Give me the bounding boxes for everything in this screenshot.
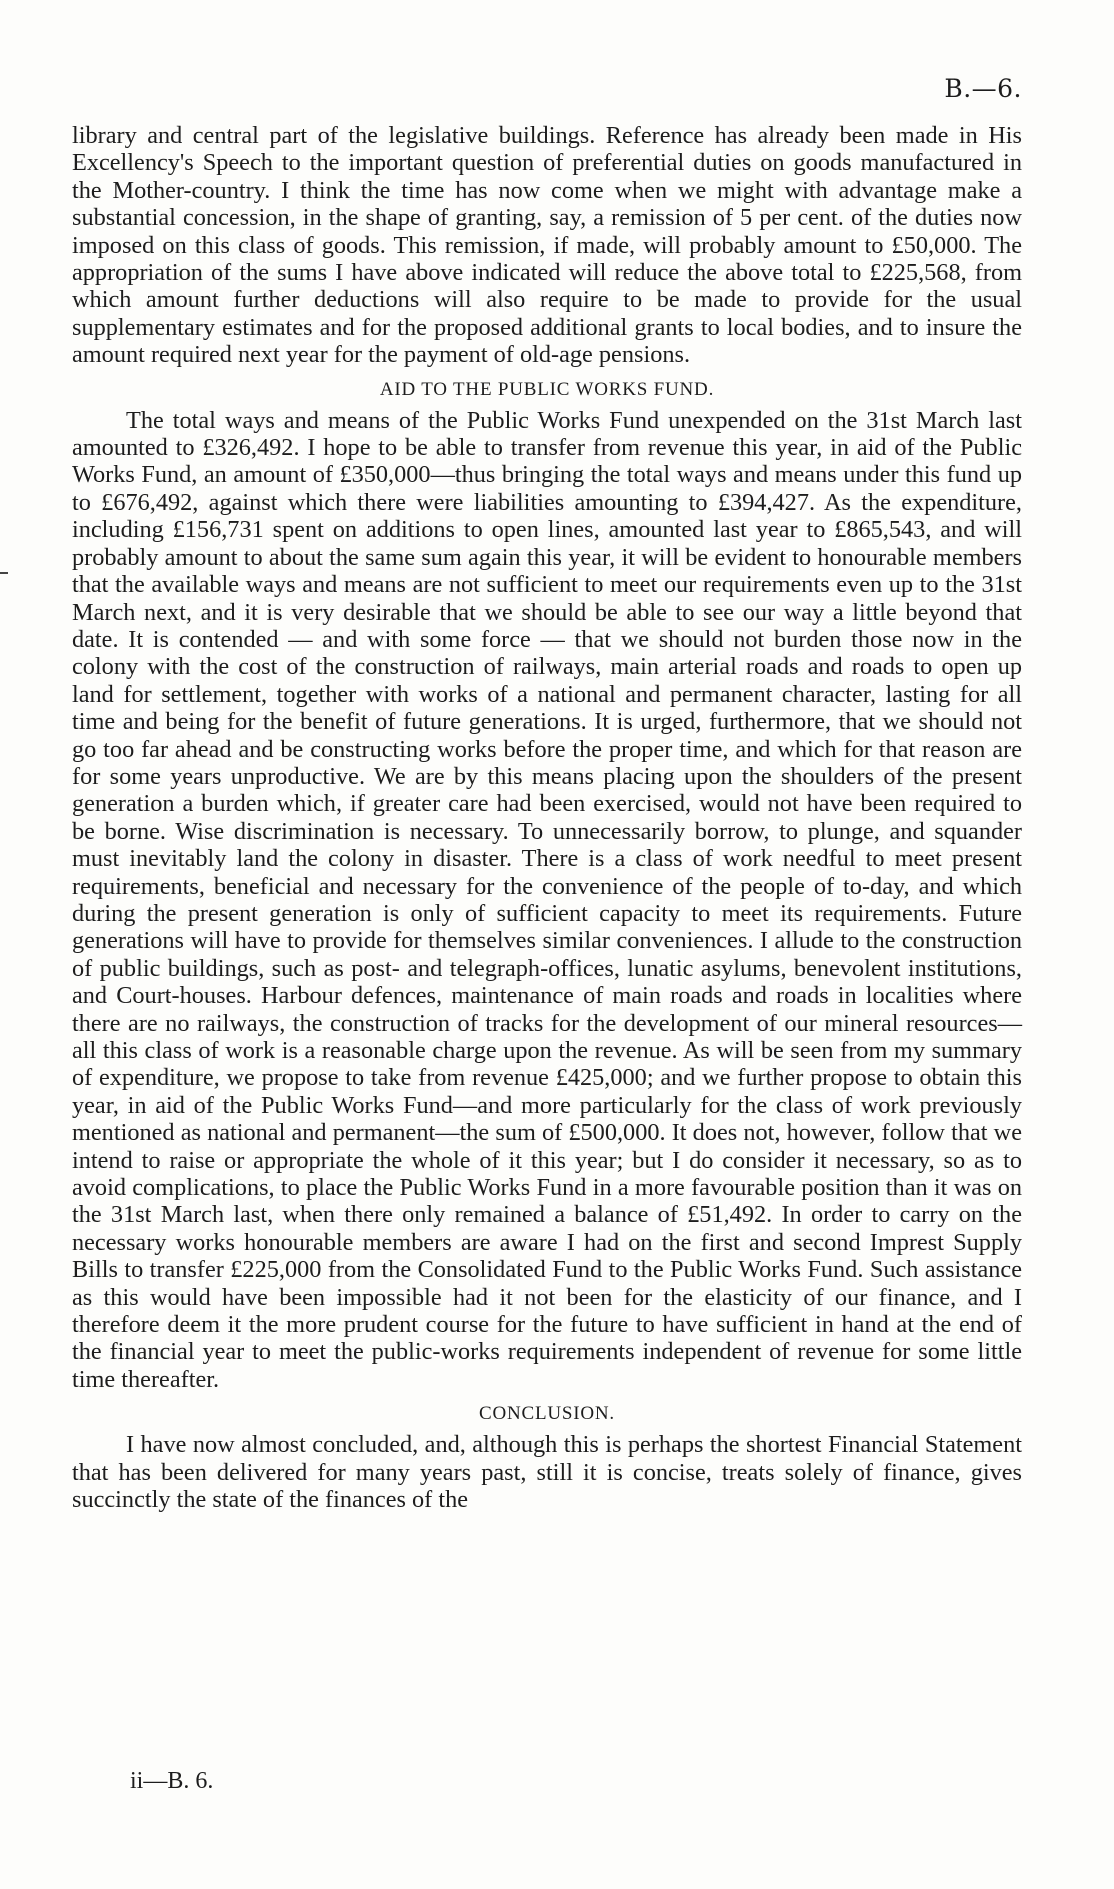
public-works-paragraph: The total ways and means of the Public Works Fund unexpended on the 31st March last amounted to £326,492. I hope to be able to transfer from revenue this year, in aid of the Public Works Fund, an amount of £350,000—thus bringing the total ways and means under this fund up to £676,492, against which there were liabilities amounting to £394,427. As the expenditure, including £156,731 spent on additions to open lines, amounted last year to £865,543, and will probably amount to about the same sum again this year, it will be evident to honourable members that the available ways and means are not sufficient to meet our requirements even up to the 31st March next, and it is very desirable that we should be able to see our way a little beyond that date. It is contended — and with some force — that we should not burden those now in the colony with the cost of the construction of railways, main arterial roads and roads to open up land for settlement, together with works of a national and permanent character, lasting for all time and being for the benefit of future generations. It is urged, furthermore, that we should not go too far ahead and be constructing works before the proper time, and which for that reason are for some years unproductive. We are by this means placing upon the shoulders of the present generation a burden which, if greater care had been exercised, would not have been required to be borne. Wise discrimination is necessary. To unnecessarily borrow, to plunge, and squander must inevitably land the colony in disaster. There is a class of work needful to meet present requirements, beneficial and necessary for the convenience of the people of to-day, and which during the present generation is only of sufficient capacity to meet its requirements. Future generations will have to provide for themselves similar conveniences. I allude to the construction of public buildings, such as post- and telegraph-offices, lunatic asylums, benevolent institutions, and Court-houses. Harbour defences, maintenance of main roads and roads in localities where there are no railways, the construction of tracks for the development of our mineral resources—all this class of work is a reasonable charge upon the revenue. As will be seen from my summary of expenditure, we propose to take from revenue £425,000; and we further propose to obtain this year, in aid of the Public Works Fund—and more particularly for the class of work previously mentioned as national and permanent—the sum of £500,000. It does not, however, follow that we intend to raise or appropriate the whole of it this year; but I do consider it necessary, so as to avoid complications, to place the Public Works Fund in a more favourable position than it was on the 31st March last, when there only remained a balance of £51,492. In order to carry on the necessary works honourable members are aware I had on the first and second Imprest Supply Bills to transfer £225,000 from the Consolidated Fund to the Public Works Fund. Such assistance as this would have been impossible had it not been for the elasticity of our finance, and I therefore deem it the more prudent course for the future to have sufficient in hand at the end of the financial year to meet the public-works requirements independent of revenue for some little time thereafter. — [72, 406, 1022, 1393]
intro-paragraph: library and central part of the legislative buildings. Reference has already been made in His Excellency's Speech to the important question of preferential duties on goods manufactured in the Mother-country. I think the time has now come when we might with advantage make a substantial concession, in the shape of granting, say, a remission of 5 per cent. of the duties now imposed on this class of goods. This remission, if made, will probably amount to £50,000. The appropriation of the sums I have above indicated will reduce the above total to £225,568, from which amount further deductions will also require to be made to provide for the usual supplementary estimates and for the proposed additional grants to local bodies, and to insure the amount required next year for the payment of old-age pensions. — [72, 122, 1022, 369]
page-footer-signature: ii—B. 6. — [130, 1768, 214, 1794]
margin-mark — [0, 572, 8, 574]
section-heading-public-works: AID TO THE PUBLIC WORKS FUND. — [379, 378, 715, 400]
conclusion-paragraph: I have now almost concluded, and, although this is perhaps the shortest Financial Statement that has been delivered for many years past, still it is concise, treats solely of finance, gives succinctly the state of the finances of the — [72, 1431, 1022, 1514]
body-text-column — [72, 122, 1022, 1514]
section-heading-conclusion: CONCLUSION. — [478, 1403, 615, 1425]
page-reference: B.—6. — [944, 74, 1022, 103]
